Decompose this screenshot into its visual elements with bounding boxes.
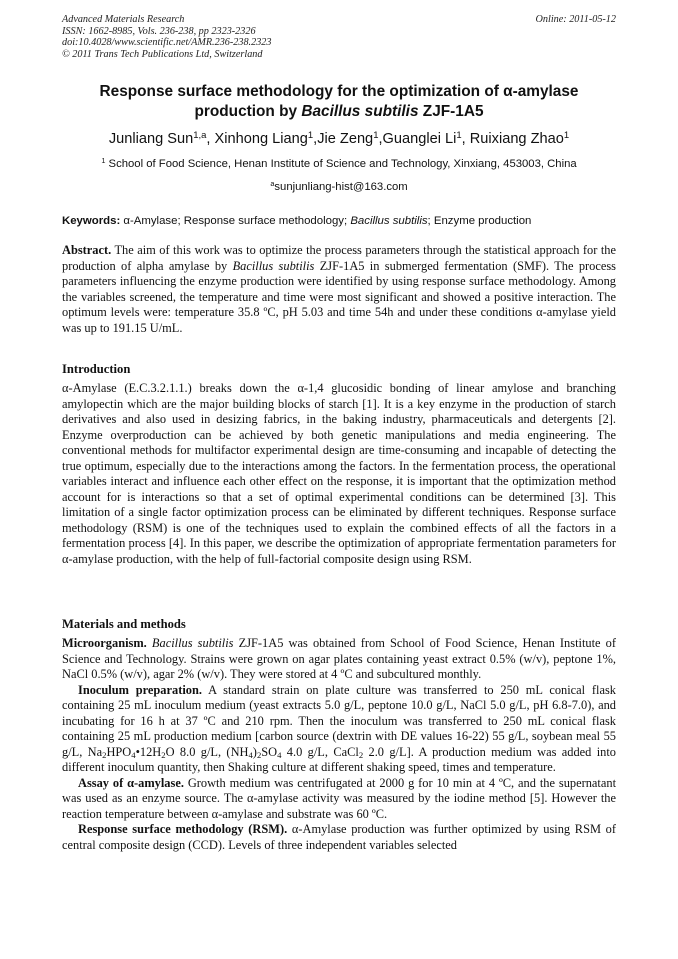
keywords: Keywords: α-Amylase; Response surface methodology; Bacillus subtilis; Enzyme production bbox=[62, 215, 532, 227]
title-line-2-post: ZJF-1A5 bbox=[418, 102, 484, 120]
methods-text bbox=[62, 636, 616, 853]
introduction-heading: Introduction bbox=[62, 362, 131, 376]
author: Jie Zeng$^1$, bbox=[317, 129, 383, 147]
copyright-line: © 2011 Trans Tech Publications Ltd, Switzerland bbox=[62, 48, 263, 60]
assay-paragraph: Assay of α-amylase. Growth medium was centrifugated at 2000 g for 10 min at 4 ºC, and the supernatant was used as an enzyme source. The α-amylase activity was measured by the iodine method [5]. However the reaction temperature between α-amylase and substrate was 60 ºC. bbox=[62, 775, 617, 821]
title-line-1: Response surface methodology for the optimization of α-amylase bbox=[99, 83, 579, 100]
abstract: Abstract. The aim of this work was to optimize the process parameters through the statistical approach for the production of alpha amylase by Bacillus subtilis ZJF-1A5 in submerged fermentation (SMF). The process parameters influencing the enzyme production were identified by using response surface methodology. Among the variables screened, the temperature and time were most significant and showed a positive interaction. The optimum levels were: temperature 35.8 ºC, pH 5.03 and time 54h and under these conditions α-amylase yield was up to 191.15 U/mL. bbox=[62, 243, 616, 335]
title-species: Bacillus subtilis bbox=[301, 102, 419, 120]
author: Junliang Sun$^{1,a}$, bbox=[108, 129, 215, 147]
paper-title bbox=[62, 82, 616, 121]
keywords-label: Keywords: bbox=[62, 215, 121, 227]
author-email: $^a$sunjunliang-hist@163.com bbox=[270, 178, 408, 193]
online-date: Online: 2011-05-12 bbox=[535, 14, 616, 25]
title-line-2-pre: production by bbox=[194, 102, 302, 120]
inoculum-paragraph: Inoculum preparation. A standard strain on plate culture was transferred to 250 mL conical flask containing 25 mL inoculum medium (yeast extracts 5.0 g/L, peptone 10.0 g/L, NaCl 5.0 g/L, pH 6.8-7.0), and incubating for 16 h at 37 ºC and 210 rpm. Then the inoculum was transferred to 250 mL conical flask containing 25 mL production medium [carbon source (dextrin with DE values 16-22) 55 g/L, soybean meal 55 g/L, $Na_2HPO_4•12H_2O$ 8.0 g/L, $(NH_4)_2SO_4$ 4.0 g/L, CaCl$_2$ 2.0 g/L]. A production medium was added into different inoculum quantity, then Shaking culture at different shaking speed, times and temperature. bbox=[62, 682, 616, 774]
author: Xinhong Liang$^1$, bbox=[214, 129, 318, 147]
journal-header bbox=[62, 14, 616, 60]
doi-line: doi:10.4028/www.scientific.net/AMR.236-238.2323 bbox=[62, 37, 272, 49]
methods-heading: Materials and methods bbox=[62, 617, 186, 631]
author: Guanglei Li$^1$, bbox=[382, 129, 470, 147]
rsm-paragraph: Response surface methodology (RSM). α-Amylase production was further optimized by using RSM of central composite design (CCD). Levels of three independent variables selected bbox=[62, 822, 616, 852]
introduction-text: α-Amylase (E.C.3.2.1.1.) breaks down the α-1,4 glucosidic bonding of linear amylose and branching amylopectin which are the major building blocks of starch [1]. It is a key enzyme in the production of starch derivatives and also used in desizing fabrics, in the baking industry, pharmaceuticals and detergents [2]. Enzyme overproduction can be achieved by both genetic manipulations and media engineering. The conventional methods for multifactor experimental design are time-consuming and incapable of detecting the true optimum, especially due to the interactions among the factors. In the fermentation process, the operational variables interact and influence each other effect on the response, it is important that the optimization method account for is interactions so that a set of optimal experimental conditions can be determined [3]. This limitation of a single factor optimization process can be eliminated by different techniques. Response surface methodology (RSM) is one of the techniques used to explain the combined effects of all the factors in a fermentation process [4]. In this paper, we describe the optimization of appropriate fermentation parameters for α-amylase production, with the help of full-factorial composite design using RSM. bbox=[62, 381, 616, 566]
abstract-label: Abstract. bbox=[62, 243, 112, 257]
microorganism-paragraph: Microorganism. Bacillus subtilis ZJF-1A5 was obtained from School of Food Science, Henan Institute of Science and Technology. Strains were grown on agar plates containing yeast extract 0.5% (w/v), peptone 1%, NaCl 0.5% (w/v), agar 2% (w/v). They were stored at 4 ºC and subcultured monthly. bbox=[62, 636, 617, 681]
affiliation: $^1$ School of Food Science, Henan Institute of Science and Technology, Xinxiang, 453003, China bbox=[101, 155, 577, 170]
issn-line: ISSN: 1662-8985, Vols. 236-238, pp 2323-2326 bbox=[62, 25, 256, 37]
title-line-2 bbox=[62, 102, 616, 122]
author-list bbox=[62, 130, 616, 148]
journal-name: Advanced Materials Research bbox=[62, 14, 185, 25]
author: Ruixiang Zhao$^1$ bbox=[469, 129, 570, 147]
